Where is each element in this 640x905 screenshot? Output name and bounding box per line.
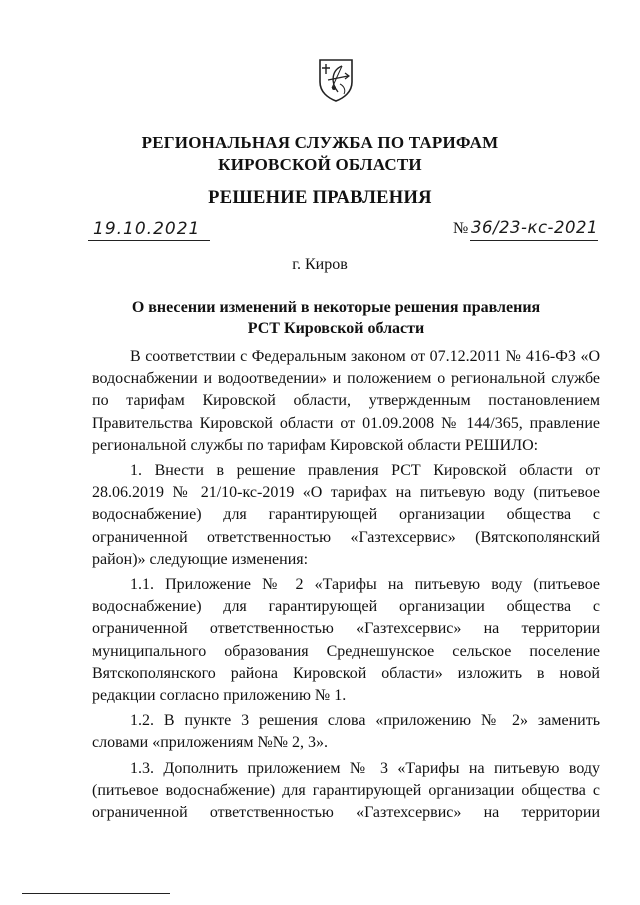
number-sign: № bbox=[453, 220, 469, 237]
coat-of-arms-icon bbox=[318, 58, 354, 102]
document-body bbox=[92, 346, 600, 824]
decision-date: 19.10.2021 bbox=[93, 219, 201, 239]
org-name-line2: КИРОВСКОЙ ОБЛАСТИ bbox=[218, 155, 422, 174]
number-underline bbox=[470, 240, 598, 241]
decision-title: РЕШЕНИЕ ПРАВЛЕНИЯ bbox=[208, 188, 432, 208]
paragraph-item-1-3: 1.3. Дополнить приложением № 3 «Тарифы на питьевую воду (питьевое водоснабжение) для гарантирующей организации общества с ограниченной ответственностью «Газтехсервис» на территории bbox=[92, 759, 600, 822]
paragraph-item-1-1: 1.1. Приложение № 2 «Тарифы на питьевую воду (питьевое водоснабжение) для гарантирующей организации общества с ограниченной ответственностью «Газтехсервис» на территории муниципального образования Среднешунское сельское поселение Вятскополянского района Кировской области» изложить в новой редакции согласно приложению № 1. bbox=[92, 576, 600, 705]
document-subject bbox=[120, 297, 552, 339]
subject-line1: О внесении изменений в некоторые решения правления bbox=[131, 299, 541, 316]
footnote-separator bbox=[22, 893, 170, 894]
decision-number: 36/23-кс-2021 bbox=[471, 218, 598, 237]
org-name-line1: РЕГИОНАЛЬНАЯ СЛУЖБА ПО ТАРИФАМ bbox=[141, 133, 499, 152]
paragraph-item-1: 1. Внести в решение правления РСТ Кировской области от 28.06.2019 № 21/10-кс-2019 «О тарифах на питьевую воду (питьевое водоснабжение) для гарантирующей организации общества с ограниченной ответственностью «Газтехсервис» (Вятскополянский район)» следующие изменения: bbox=[92, 462, 600, 568]
date-underline bbox=[88, 240, 210, 241]
city: г. Киров bbox=[292, 256, 348, 273]
paragraph-preamble: В соответствии с Федеральным законом от 07.12.2011 № 416-ФЗ «О водоснабжении и водоотведении» и положением о региональной службе по тарифам Кировской области, утвержденным постановлением Правительства Кировской области от 01.09.2008 № 144/365, правление региональной службы по тарифам Кировской области РЕШИЛО: bbox=[92, 348, 600, 454]
paragraph-item-1-2: 1.2. В пункте 3 решения слова «приложению № 2» заменить словами «приложениям №№ 2, 3». bbox=[92, 712, 600, 752]
subject-line2: РСТ Кировской области bbox=[247, 320, 425, 337]
